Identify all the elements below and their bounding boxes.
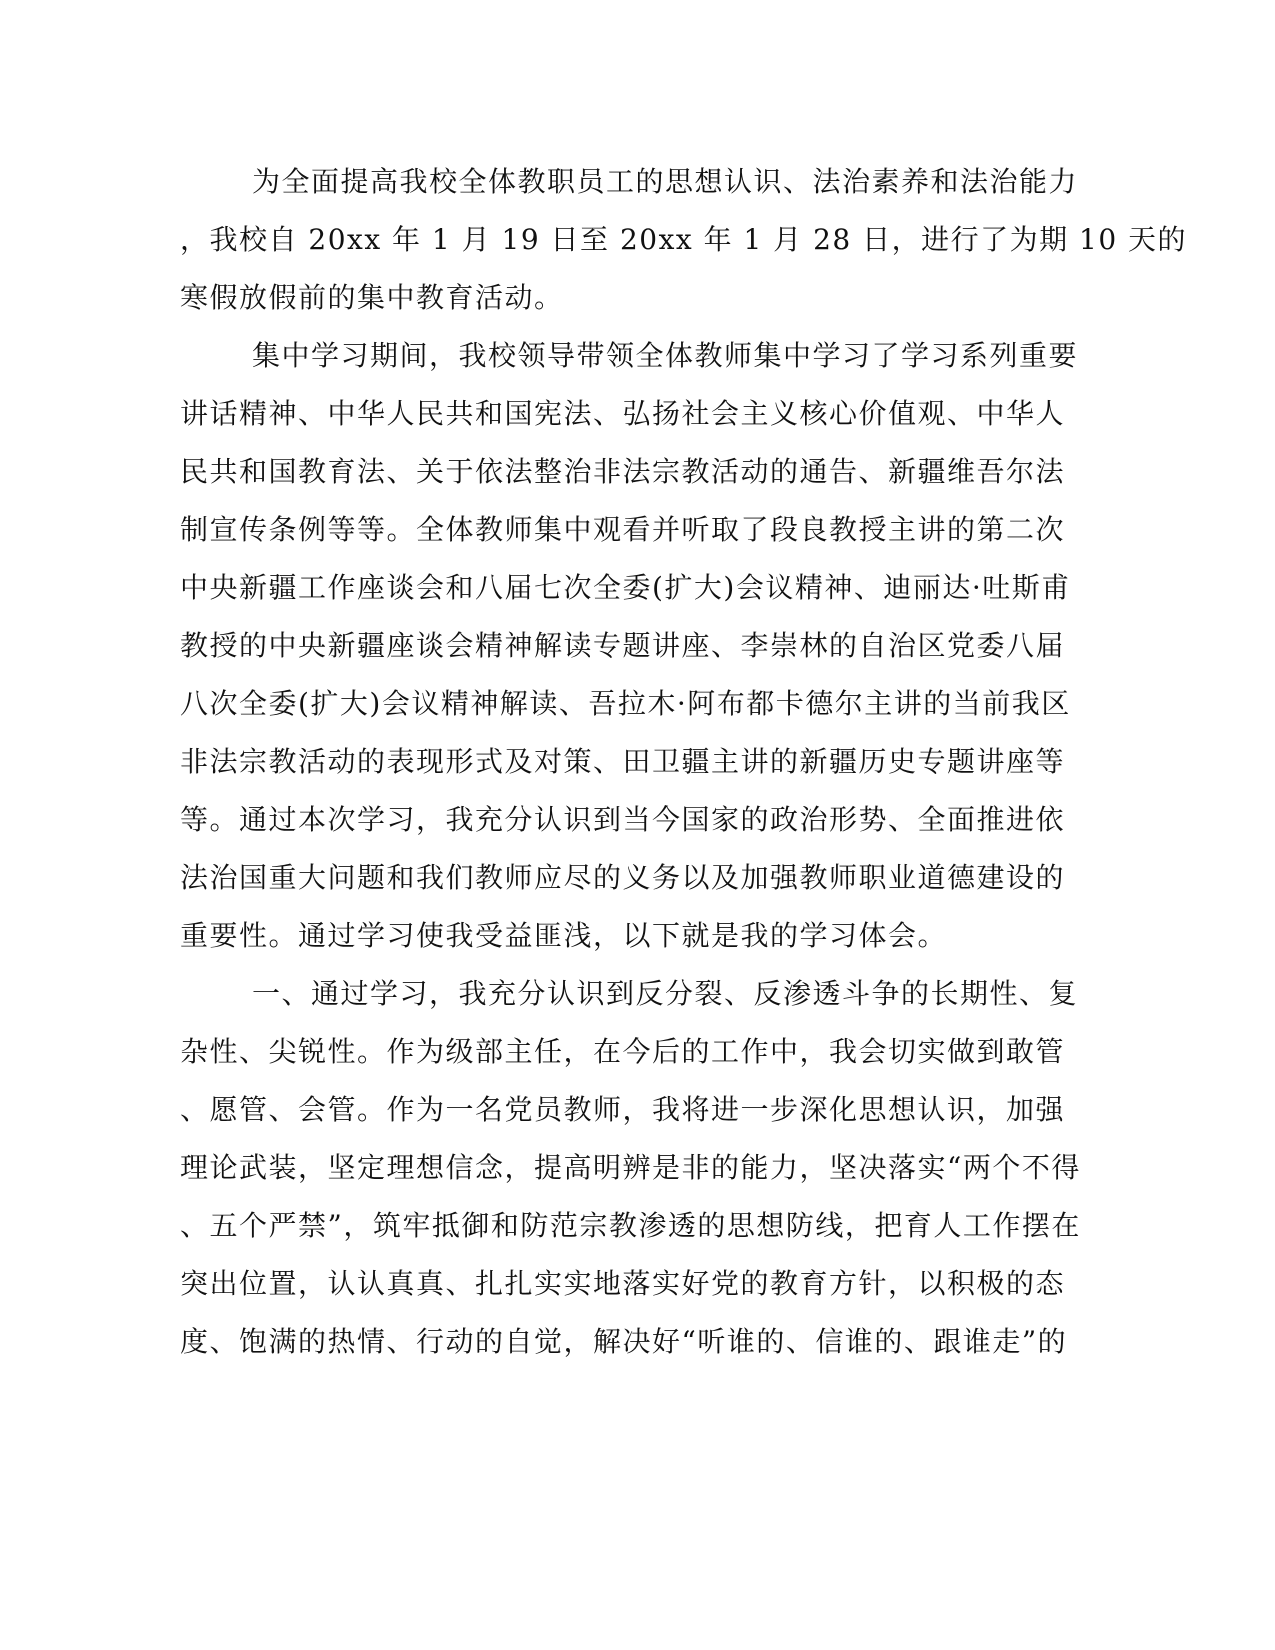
- paragraph-3-line-4: 理论武装，坚定理想信念，提高明辨是非的能力，坚决落实“两个不得: [180, 1151, 1081, 1184]
- paragraph-1-line-3: 寒假放假前的集中教育活动。: [180, 281, 564, 314]
- paragraph-3-line-1: 一、通过学习，我充分认识到反分裂、反渗透斗争的长期性、复: [252, 977, 1079, 1010]
- paragraph-2-line-2: 讲话精神、中华人民共和国宪法、弘扬社会主义核心价值观、中华人: [180, 397, 1066, 430]
- paragraph-2-line-1: 集中学习期间，我校领导带领全体教师集中学习了学习系列重要: [252, 339, 1079, 372]
- paragraph-1-line-1: 为全面提高我校全体教职员工的思想认识、法治素养和法治能力: [252, 165, 1079, 198]
- paragraph-3-line-2: 杂性、尖锐性。作为级部主任，在今后的工作中，我会切实做到敢管: [180, 1035, 1066, 1068]
- paragraph-2-line-10: 法治国重大问题和我们教师应尽的义务以及加强教师职业道德建设的: [180, 861, 1066, 894]
- paragraph-3-line-6: 突出位置，认认真真、扎扎实实地落实好党的教育方针，以积极的态: [180, 1267, 1066, 1300]
- paragraph-2-line-4: 制宣传条例等等。全体教师集中观看并听取了段良教授主讲的第二次: [180, 513, 1066, 546]
- paragraph-3-line-3: 、愿管、会管。作为一名党员教师，我将进一步深化思想认识，加强: [180, 1093, 1066, 1126]
- paragraph-2-line-9: 等。通过本次学习，我充分认识到当今国家的政治形势、全面推进依: [180, 803, 1066, 836]
- paragraph-2-line-5: 中央新疆工作座谈会和八届七次全委(扩大)会议精神、迪丽达·吐斯甫: [180, 571, 1071, 604]
- paragraph-2-line-8: 非法宗教活动的表现形式及对策、田卫疆主讲的新疆历史专题讲座等: [180, 745, 1066, 778]
- paragraph-2-line-11: 重要性。通过学习使我受益匪浅，以下就是我的学习体会。: [180, 919, 948, 952]
- paragraph-2-line-3: 民共和国教育法、关于依法整治非法宗教活动的通告、新疆维吾尔法: [180, 455, 1066, 488]
- paragraph-2-line-6: 教授的中央新疆座谈会精神解读专题讲座、李崇林的自治区党委八届: [180, 629, 1066, 662]
- paragraph-3-line-7: 度、饱满的热情、行动的自觉，解决好“听谁的、信谁的、跟谁走”的: [180, 1325, 1068, 1358]
- paragraph-3-line-5: 、五个严禁”，筑牢抵御和防范宗教渗透的思想防线，把育人工作摆在: [180, 1209, 1081, 1242]
- paragraph-2-line-7: 八次全委(扩大)会议精神解读、吾拉木·阿布都卡德尔主讲的当前我区: [180, 687, 1071, 720]
- paragraph-1-line-2: ，我校自 20xx 年 1 月 19 日至 20xx 年 1 月 28 日，进行了为期 10 天的: [180, 223, 1188, 256]
